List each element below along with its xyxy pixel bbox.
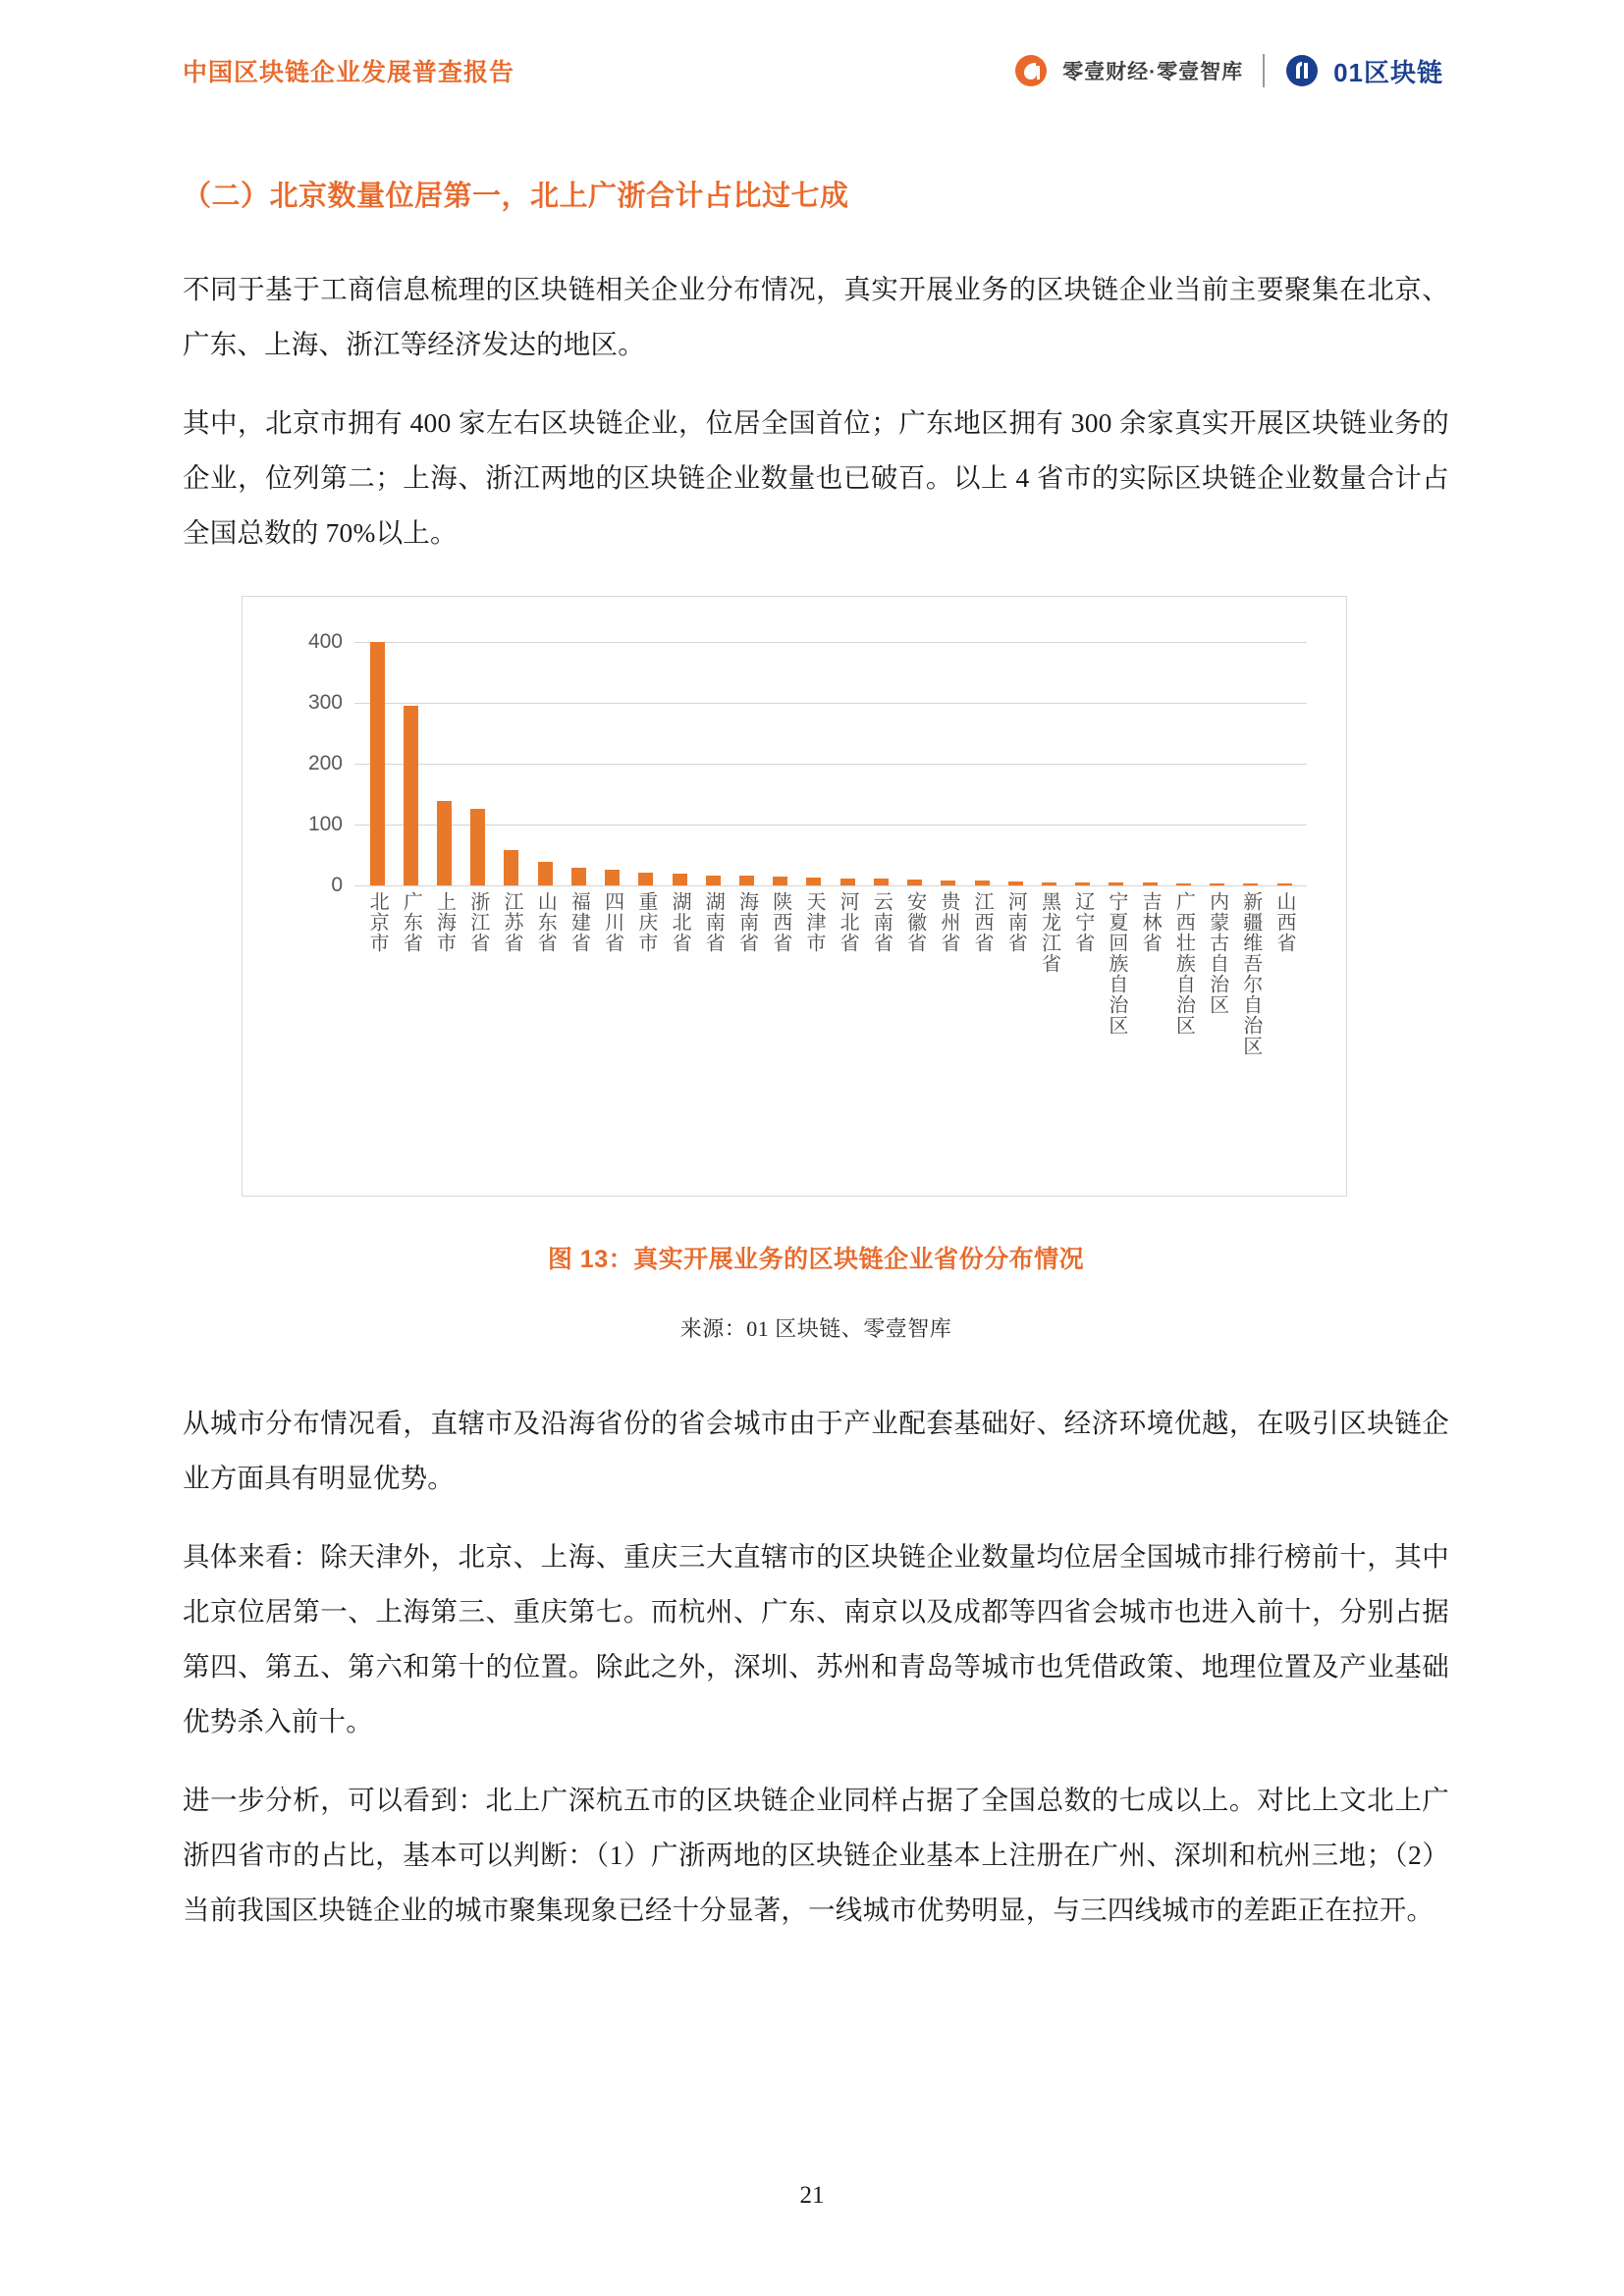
paragraph-5: 进一步分析，可以看到：北上广深杭五市的区块链企业同样占据了全国总数的七成以上。对比上文北上广浙四省市的占比，基本可以判断：（1）广浙两地的区块链企业基本上注册在广州、深圳和杭州三地；（2）当前我国区块链企业的城市聚集现象已经十分显著，一线城市优势明显，与三四线城市的差距正在拉开。	[183, 1784, 1449, 1925]
x-label-slot	[696, 891, 730, 1056]
bar-slot	[1100, 642, 1133, 885]
bar-山西省	[1277, 883, 1292, 884]
bar-slot	[932, 642, 965, 885]
x-label-slot	[965, 891, 999, 1056]
bar-贵州省	[941, 881, 955, 885]
x-axis-label-湖南省: 湖南省	[702, 890, 725, 953]
x-axis-label-吉林省: 吉林省	[1139, 890, 1162, 953]
bar-云南省	[874, 879, 889, 884]
x-label-slot	[864, 891, 897, 1056]
bar-山东省	[538, 862, 553, 885]
chart-plot-area	[307, 629, 1307, 896]
x-label-slot	[730, 891, 763, 1056]
x-label-slot	[663, 891, 696, 1056]
x-axis-label-山东省: 山东省	[534, 890, 557, 953]
x-axis-label-重庆市: 重庆市	[634, 890, 657, 953]
bar-slot	[427, 642, 460, 885]
x-axis-label-上海市: 上海市	[433, 890, 456, 953]
y-tick-label-100: 100	[307, 812, 343, 835]
bar-四川省	[605, 870, 620, 885]
bar-slot	[764, 642, 797, 885]
bar-slot	[528, 642, 562, 885]
bar-河北省	[840, 879, 855, 885]
x-axis-label-安徽省: 安徽省	[903, 890, 926, 953]
bar-上海市	[437, 801, 452, 885]
x-label-slot	[1133, 891, 1166, 1056]
x-axis-label-云南省: 云南省	[870, 890, 893, 953]
figure-13-container	[242, 596, 1347, 1197]
zero-one-brand-text: 01区块链	[1333, 57, 1443, 87]
x-label-slot	[360, 891, 394, 1056]
bar-海南省	[739, 876, 754, 884]
x-label-slot	[831, 891, 864, 1056]
bar-江苏省	[504, 850, 518, 884]
x-axis-label-河南省: 河南省	[1004, 890, 1027, 953]
logo-divider	[1263, 54, 1265, 87]
lingyi-alpha-logo-icon	[1013, 53, 1049, 88]
x-label-slot	[1234, 891, 1268, 1056]
bar-slot	[1166, 642, 1200, 885]
bar-slot	[696, 642, 730, 885]
bar-吉林省	[1143, 882, 1158, 884]
zero-one-blockchain-logo-icon	[1284, 53, 1320, 88]
x-label-slot	[1166, 891, 1200, 1056]
gridline-0	[331, 873, 1307, 896]
x-axis-label-河北省: 河北省	[837, 890, 859, 953]
x-axis-label-陕西省: 陕西省	[769, 890, 791, 953]
x-label-slot	[1268, 891, 1301, 1056]
bar-新疆维吾尔自治区	[1243, 883, 1258, 884]
bar-slot	[965, 642, 999, 885]
bar-slot	[394, 642, 427, 885]
x-axis-label-海南省: 海南省	[735, 890, 758, 953]
bar-浙江省	[470, 809, 485, 885]
paragraph-1: 不同于基于工商信息梳理的区块链相关企业分布情况，真实开展业务的区块链企业当前主要聚集在北京、广东、上海、浙江等经济发达的地区。	[183, 273, 1449, 359]
x-label-slot	[461, 891, 495, 1056]
x-axis-label-四川省: 四川省	[601, 890, 623, 953]
bar-slot	[1066, 642, 1100, 885]
bar-江西省	[975, 881, 990, 884]
bar-宁夏回族自治区	[1109, 882, 1123, 884]
x-label-slot	[898, 891, 932, 1056]
x-axis-label-广东省: 广东省	[400, 890, 422, 953]
bar-slot	[495, 642, 528, 885]
x-axis-label-江西省: 江西省	[971, 890, 994, 953]
x-axis-label-广西壮族自治区: 广西壮族自治区	[1172, 890, 1195, 1036]
bar-slot	[1133, 642, 1166, 885]
publisher-logos	[1013, 53, 1443, 89]
bar-slot	[562, 642, 595, 885]
paragraph-3: 从城市分布情况看，直辖市及沿海省份的省会城市由于产业配套基础好、经济环境优越，在吸引区块链企业方面具有明显优势。	[183, 1407, 1449, 1493]
bar-安徽省	[907, 880, 922, 885]
x-axis-label-浙江省: 浙江省	[466, 890, 489, 953]
bar-slot	[864, 642, 897, 885]
x-axis-label-新疆维吾尔自治区: 新疆维吾尔自治区	[1239, 890, 1262, 1056]
x-axis-label-内蒙古自治区: 内蒙古自治区	[1206, 890, 1228, 1015]
x-axis-label-湖北省: 湖北省	[669, 890, 691, 953]
x-label-slot	[932, 891, 965, 1056]
bar-湖北省	[673, 874, 687, 884]
bar-陕西省	[773, 877, 787, 885]
x-label-slot	[999, 891, 1032, 1056]
bar-辽宁省	[1075, 882, 1090, 885]
x-axis-label-山西省: 山西省	[1273, 890, 1296, 953]
x-axis-label-江苏省: 江苏省	[500, 890, 522, 953]
x-label-slot	[1066, 891, 1100, 1056]
bar-北京市	[370, 642, 385, 885]
y-tick-label-300: 300	[307, 690, 343, 714]
bar-slot	[629, 642, 663, 885]
bar-广东省	[404, 706, 418, 885]
bar-湖南省	[706, 876, 721, 885]
running-header	[0, 43, 1624, 98]
bar-slot	[1268, 642, 1301, 885]
bar-slot	[898, 642, 932, 885]
chart-x-axis-labels	[354, 891, 1307, 1056]
x-label-slot	[764, 891, 797, 1056]
x-label-slot	[1100, 891, 1133, 1056]
x-axis-label-宁夏回族自治区: 宁夏回族自治区	[1105, 890, 1127, 1036]
lingyi-brand-text: 零壹财经·零壹智库	[1062, 61, 1244, 83]
y-tick-label-400: 400	[307, 629, 343, 653]
x-label-slot	[394, 891, 427, 1056]
x-label-slot	[797, 891, 831, 1056]
bar-黑龙江省	[1042, 882, 1056, 885]
bar-slot	[596, 642, 629, 885]
bar-天津市	[806, 878, 821, 884]
x-axis-label-辽宁省: 辽宁省	[1071, 890, 1094, 953]
bar-slot	[730, 642, 763, 885]
x-label-slot	[562, 891, 595, 1056]
bar-slot	[663, 642, 696, 885]
chart-bars	[354, 642, 1307, 885]
page-content	[183, 177, 1449, 1938]
paragraph-2: 其中，北京市拥有 400 家左右区块链企业，位居全国首位；广东地区拥有 300 余家真实开展区块链业务的企业，位列第二；上海、浙江两地的区块链企业数量也已破百。以上 4 省市的实际区块链企业数量合计占全国总数的 70%以上。	[183, 406, 1449, 548]
x-label-slot	[495, 891, 528, 1056]
x-axis-label-福建省: 福建省	[568, 890, 590, 953]
bar-广西壮族自治区	[1176, 883, 1191, 885]
bar-slot	[461, 642, 495, 885]
x-axis-label-天津市: 天津市	[802, 890, 825, 953]
x-label-slot	[1200, 891, 1233, 1056]
paragraph-4: 具体来看：除天津外，北京、上海、重庆三大直辖市的区块链企业数量均位居全国城市排行榜前十，其中北京位居第一、上海第三、重庆第七。而杭州、广东、南京以及成都等四省会城市也进入前十，分别占据第四、第五、第六和第十的位置。除此之外，深圳、苏州和青岛等城市也凭借政策、地理位置及产业基础优势杀入前十。	[183, 1540, 1449, 1736]
bar-重庆市	[638, 873, 653, 884]
x-label-slot	[528, 891, 562, 1056]
figure-caption: 图 13：真实开展业务的区块链企业省份分布情况	[547, 1245, 1085, 1273]
bar-河南省	[1008, 881, 1023, 885]
figure-source: 来源：01 区块链、零壹智库	[679, 1315, 952, 1341]
y-tick-label-0: 0	[331, 873, 343, 896]
bar-福建省	[571, 868, 586, 885]
section-heading: （二）北京数量位居第一，北上广浙合计占比过七成	[183, 181, 849, 212]
bar-slot	[1200, 642, 1233, 885]
x-label-slot	[629, 891, 663, 1056]
x-label-slot	[1032, 891, 1065, 1056]
y-tick-label-200: 200	[307, 751, 343, 774]
bar-内蒙古自治区	[1210, 883, 1224, 885]
bar-slot	[1234, 642, 1268, 885]
x-axis-label-北京市: 北京市	[366, 890, 389, 953]
page-number: 21	[799, 2182, 825, 2209]
province-distribution-bar-chart	[243, 597, 1346, 1196]
report-title: 中国区块链企业发展普查报告	[183, 59, 515, 86]
x-axis-label-黑龙江省: 黑龙江省	[1038, 890, 1060, 974]
x-label-slot	[596, 891, 629, 1056]
x-label-slot	[427, 891, 460, 1056]
bar-slot	[999, 642, 1032, 885]
x-axis-label-贵州省: 贵州省	[937, 890, 959, 953]
bar-slot	[360, 642, 394, 885]
bar-slot	[1032, 642, 1065, 885]
bar-slot	[797, 642, 831, 885]
bar-slot	[831, 642, 864, 885]
